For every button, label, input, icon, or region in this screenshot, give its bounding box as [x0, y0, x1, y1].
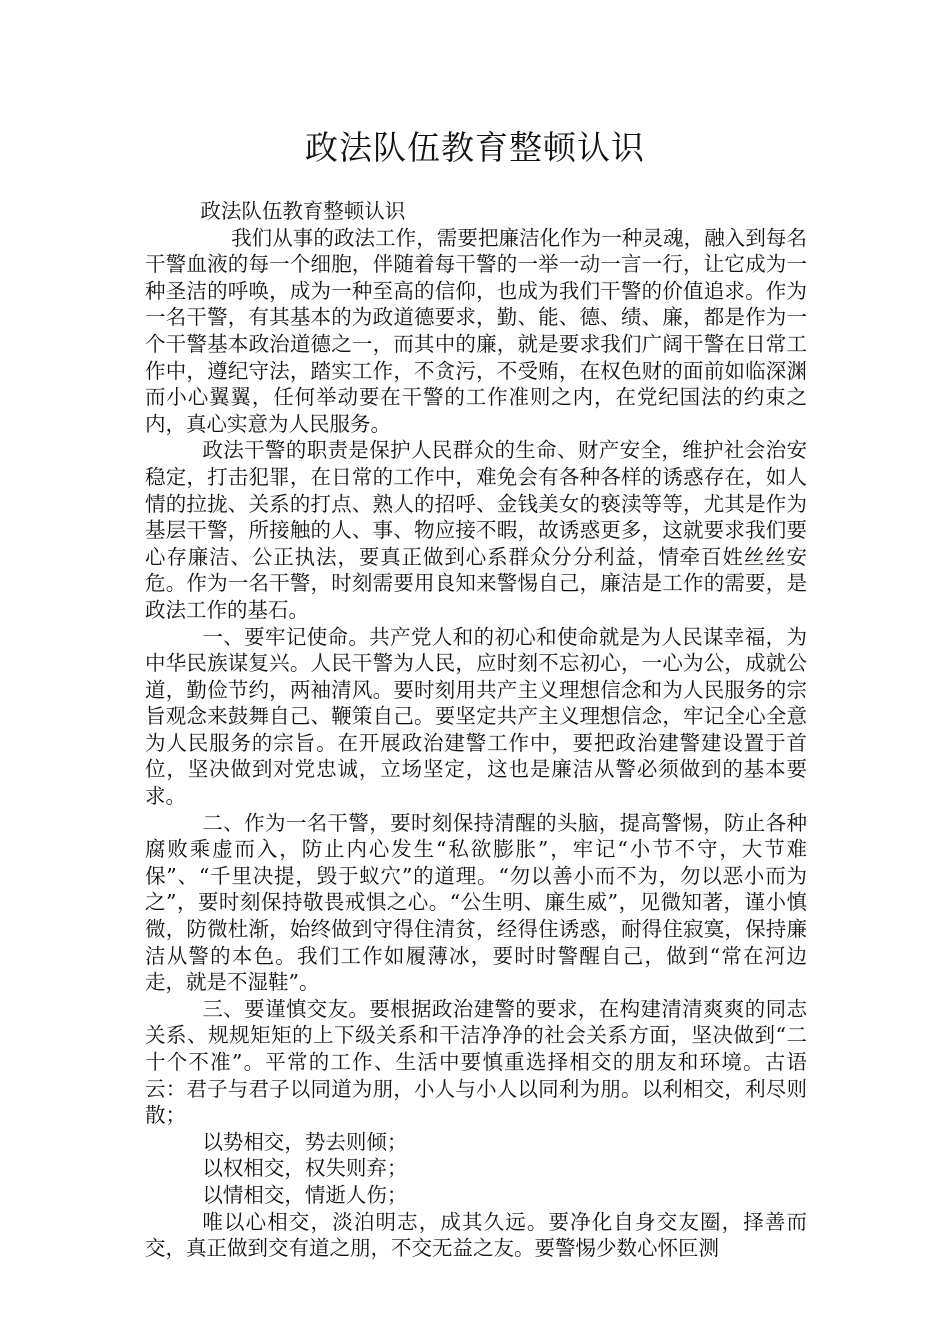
paragraph-6: 以势相交，势去则倾；: [202, 1129, 408, 1154]
paragraph-9: 唯以心相交，淡泊明志，成其久远。要净化自身交友圈，择善而交，真正做到交有道之朋，不交无益之友。要警惕少数心怀叵测: [145, 1209, 807, 1261]
paragraph-1: 我们从事的政法工作，需要把廉洁化作为一种灵魂，融入到每名干警血液的每一个细胞，伴随着每干警的一举一动一言一行，让它成为一种圣洁的呼唤，成为一种至高的信仰，也成为我们干警的价值追求。作为一名干警，有其基本的为政道德要求，勤、能、德、绩、廉，都是作为一个干警基本政治道德之一，而其中的廉，就是要求我们广阔干警在日常工作中，遵纪守法，踏实工作，不贪污，不受贿，在权色财的面前如临深渊而小心翼翼，任何举动要在干警的工作准则之内，在党纪国法的约束之内，真心实意为人民服务。: [145, 225, 807, 436]
paragraph-5: 三、要谨慎交友。要根据政治建警的要求，在构建清清爽爽的同志关系、规规矩矩的上下级关系和干洁净净的社会关系方面，坚决做到“二十个不准”。平常的工作、生活中要慎重选择相交的朋友和环境。古语云：君子与君子以同道为朋，小人与小人以同利为朋。以利相交，利尽则散；: [145, 996, 807, 1128]
document-body: [145, 198, 807, 1262]
paragraph-4: 二、作为一名干警，要时刻保持清醒的头脑，提高警惕，防止各种腐败乘虚而入，防止内心发生“私欲膨胀”，牢记“小节不守，大节难保”、“千里决提，毁于蚁穴”的道理。“勿以善小而不为，勿以恶小而为之”，要时刻保持敬畏戒惧之心。“公生明、廉生威”，见微知著，谨小慎微，防微杜渐，始终做到守得住清贫，经得住诱惑，耐得住寂寞，保持廉洁从警的本色。我们工作如履薄冰，要时时警醒自己，做到“常在河边走，就是不湿鞋”。: [145, 810, 807, 995]
paragraph-2: 政法干警的职责是保护人民群众的生命、财产安全，维护社会治安稳定，打击犯罪，在日常的工作中，难免会有各种各样的诱惑存在，如人情的拉拢、关系的打点、熟人的招呼、金钱美女的亵渎等等，尤其是作为基层干警，所接触的人、事、物应接不暇，故诱惑更多，这就要求我们要心存廉洁、公正执法，要真正做到心系群众分分利益，情牵百姓丝丝安危。作为一名干警，时刻需要用良知来警惕自己，廉洁是工作的需要，是政法工作的基石。: [145, 438, 807, 622]
paragraph-8: 以情相交，情逝人伤；: [202, 1182, 408, 1207]
document-title: 政法队伍教育整顿认识: [305, 128, 645, 167]
paragraph-7: 以权相交，权失则弃；: [202, 1156, 408, 1181]
paragraph-3: 一、要牢记使命。共产党人和的初心和使命就是为人民谋幸福，为中华民族谋复兴。人民干警为人民，应时刻不忘初心，一心为公，成就公道，勤俭节约，两袖清风。要时刻用共产主义理想信念和为人民服务的宗旨观念来鼓舞自己、鞭策自己。要坚定共产主义理想信念，牢记全心全意为人民服务的宗旨。在开展政治建警工作中，要把政治建警建设置于首位，坚决做到对党忠诚，立场坚定，这也是廉洁从警必须做到的基本要求。: [145, 624, 807, 809]
paragraph-subtitle: 政法队伍教育整顿认识: [200, 199, 406, 223]
